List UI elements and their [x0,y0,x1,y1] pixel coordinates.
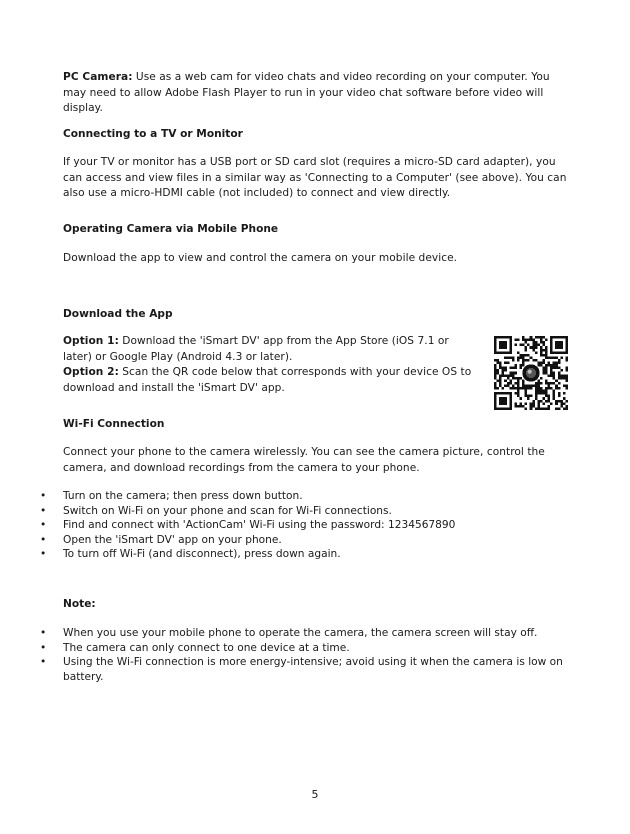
option1-text: Download the 'iSmart DV' app from the App Store (iOS 7.1 or later) or Google Play (Android 4.3 or later). [63,335,449,363]
wifi-heading: Wi-Fi Connection [63,418,165,430]
app-heading: Download the App [63,308,173,320]
option2-label: Option 2: [63,366,119,378]
pc-camera-paragraph [63,70,569,117]
note-list [40,626,570,684]
wifi-steps-list [40,489,570,562]
list-item: • Using the Wi-Fi connection is more energy-intensive; avoid using it when the camera is low on battery. [40,655,570,684]
list-item: • Turn on the camera; then press down button. [40,489,570,504]
mobile-paragraph: Download the app to view and control the camera on your mobile device. [63,252,458,264]
note-heading: Note: [63,598,96,610]
list-item: • Find and connect with 'ActionCam' Wi-Fi using the password: 1234567890 [40,518,570,533]
qr-code-icon[interactable] [494,336,568,410]
wifi-paragraph: Connect your phone to the camera wirelessly. You can see the camera picture, control the camera, and download recordings from the camera to your phone. [63,446,545,474]
option1-label: Option 1: [63,335,119,347]
list-item: • The camera can only connect to one device at a time. [40,641,570,656]
mobile-heading: Operating Camera via Mobile Phone [63,223,279,235]
list-item: • Open the 'iSmart DV' app on your phone. [40,533,570,548]
page-number: 5 [311,788,319,801]
pc-camera-text: Use as a web cam for video chats and video recording on your computer. You may need to allow Adobe Flash Player to run in your video chat software before video will display. [63,71,550,114]
app-options [63,334,481,396]
pc-camera-label: PC Camera: [63,71,133,83]
tv-paragraph: If your TV or monitor has a USB port or SD card slot (requires a micro-SD card adapter), you can access and view files in a similar way as 'Connecting to a Computer' (see above). You can also use a micro-HDMI cable (not included) to connect and view directly. [63,156,567,199]
list-item: • When you use your mobile phone to operate the camera, the camera screen will stay off. [40,626,570,641]
tv-heading: Connecting to a TV or Monitor [63,128,243,140]
list-item: • Switch on Wi-Fi on your phone and scan for Wi-Fi connections. [40,504,570,519]
list-item: • To turn off Wi-Fi (and disconnect), press down again. [40,547,570,562]
option2-text: Scan the QR code below that corresponds with your device OS to download and install the 'iSmart DV' app. [63,366,472,394]
